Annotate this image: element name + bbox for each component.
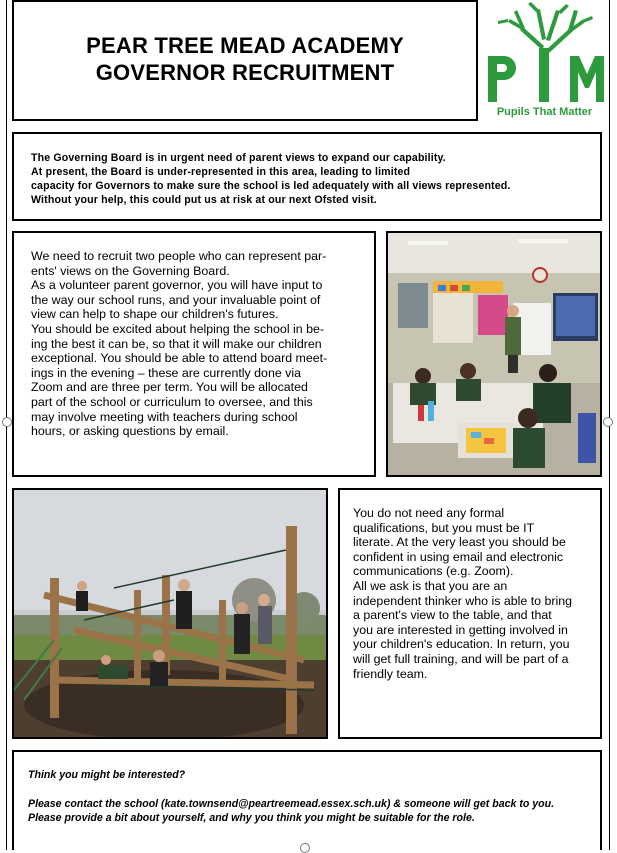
requirements-text [353, 506, 594, 681]
text-line: you are interested in getting involved in [353, 622, 568, 637]
text-line: independent thinker who is able to bring [353, 593, 573, 608]
text-line: exceptional. You should be able to attend board meet- [31, 351, 328, 366]
resize-handle-right[interactable] [603, 417, 613, 427]
text-line: your children's education. In return, you [353, 637, 570, 652]
intro-box [12, 132, 602, 221]
text-line: All we ask is that you are an [353, 578, 508, 593]
contact-text [28, 768, 588, 840]
resize-handle-left[interactable] [2, 417, 12, 427]
recruitment-details-box [12, 231, 376, 477]
requirements-box [338, 488, 602, 739]
playground-image [14, 490, 326, 737]
text-line: You should be excited about helping the school in be- [31, 321, 325, 336]
intro-line: At present, the Board is under-represented in this area, leading to limited [31, 166, 411, 178]
text-line: You do not need any formal [353, 506, 505, 520]
contact-heading: Think you might be interested? [28, 769, 186, 781]
intro-text [31, 151, 594, 207]
page-title [14, 32, 476, 86]
intro-line: capacity for Governors to make sure the school is led adequately with all views represented. [31, 180, 511, 192]
title-line-1: PEAR TREE MEAD ACADEMY [86, 33, 404, 58]
logo-tagline: Pupils That Matter [496, 106, 593, 118]
title-box [12, 0, 478, 121]
title-line-2: GOVERNOR RECRUITMENT [95, 60, 395, 85]
contact-body: Please contact the school (kate.townsend@peartreemead.essex.sch.uk) & someone will get back to you. Please provide a bit about yourself, and why you think you might be suitable for the role. [28, 797, 555, 824]
text-line: As a volunteer parent governor, you will have input to [31, 278, 323, 293]
classroom-photo [386, 231, 602, 477]
resize-handle-bottom[interactable] [300, 843, 310, 853]
text-line: friendly team. [353, 666, 428, 681]
text-line: communications (e.g. Zoom). [353, 564, 514, 579]
text-line: hours, or asking questions by email. [31, 424, 229, 439]
text-line: a parent's view to the table, and that [353, 608, 552, 623]
text-line: ing the best it can be, so that it will make our children [31, 336, 322, 351]
intro-line: The Governing Board is in urgent need of parent views to expand our capability. [31, 152, 446, 164]
text-line: Zoom and are three per term. You will be allocated [31, 380, 308, 395]
text-line: may involve meeting with teachers during school [31, 409, 298, 424]
school-logo [482, 0, 607, 122]
text-line: literate. At the very least you should be [353, 535, 566, 550]
recruitment-details-text [31, 249, 362, 439]
text-line: We need to recruit two people who can represent par- [31, 249, 327, 263]
text-line: the way our school runs, and your invaluable point of [31, 292, 321, 307]
classroom-image [388, 233, 600, 475]
playground-photo [12, 488, 328, 739]
text-line: ents' views on the Governing Board. [31, 263, 230, 278]
text-line: confident in using email and electronic [353, 549, 564, 564]
contact-box [12, 750, 602, 850]
text-line: view can help to shape our children's futures. [31, 307, 279, 322]
text-line: will get full training, and will be part of a [353, 651, 569, 666]
text-line: qualifications, but you must be IT [353, 520, 535, 535]
text-line: ings in the evening – these are currently done via [31, 365, 302, 380]
tree-logo-icon [482, 0, 607, 106]
text-line: part of the school or curriculum to oversee, and this [31, 394, 313, 409]
intro-line: Without your help, this could put us at risk at our next Ofsted visit. [31, 194, 377, 206]
